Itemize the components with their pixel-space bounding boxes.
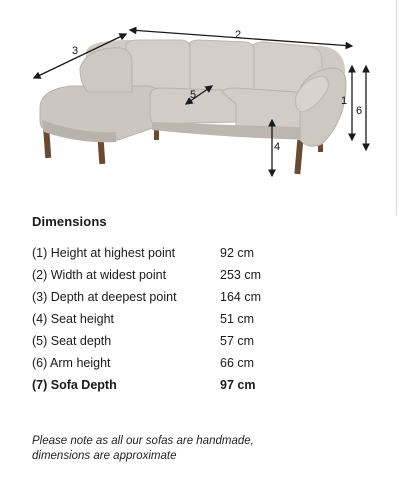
dimension-label: (7) Sofa Depth — [32, 378, 117, 392]
marker-6: 6 — [356, 105, 363, 117]
dimension-row — [32, 374, 300, 396]
dimension-row — [32, 308, 300, 330]
sofa-leg — [294, 140, 303, 174]
dimension-row — [32, 286, 300, 308]
dimensions-heading: Dimensions — [32, 214, 107, 229]
handmade-note — [32, 434, 362, 464]
dimension-row — [32, 242, 300, 264]
marker-3: 3 — [72, 45, 79, 57]
dimensions-table — [32, 242, 300, 396]
note-line-2: dimensions are approximate — [32, 450, 177, 462]
dimension-label: (5) Seat depth — [32, 334, 112, 348]
dimension-label: (1) Height at highest point — [32, 246, 176, 260]
marker-5: 5 — [190, 89, 197, 101]
dimension-row — [32, 330, 300, 352]
dimension-value: 51 cm — [220, 312, 255, 326]
dimension-label: (2) Width at widest point — [32, 268, 167, 282]
marker-1: 1 — [341, 95, 348, 107]
dimension-row — [32, 352, 300, 374]
dimension-label: (3) Depth at deepest point — [32, 290, 177, 304]
dimension-label: (6) Arm height — [32, 356, 111, 370]
dimension-value: 66 cm — [220, 356, 255, 370]
dimension-value: 57 cm — [220, 334, 255, 348]
dimension-row — [32, 264, 300, 286]
dimension-value: 97 cm — [220, 378, 256, 392]
dimension-value: 253 cm — [220, 268, 261, 282]
dimension-value: 92 cm — [220, 246, 255, 260]
marker-4: 4 — [274, 141, 281, 153]
dimension-value: 164 cm — [220, 290, 261, 304]
dimension-label: (4) Seat height — [32, 312, 114, 326]
marker-2: 2 — [235, 29, 242, 41]
sofa-dimension-figure — [0, 0, 400, 210]
note-line-1: Please note as all our sofas are handmade, — [32, 435, 254, 447]
sofa-illustration — [40, 40, 346, 174]
